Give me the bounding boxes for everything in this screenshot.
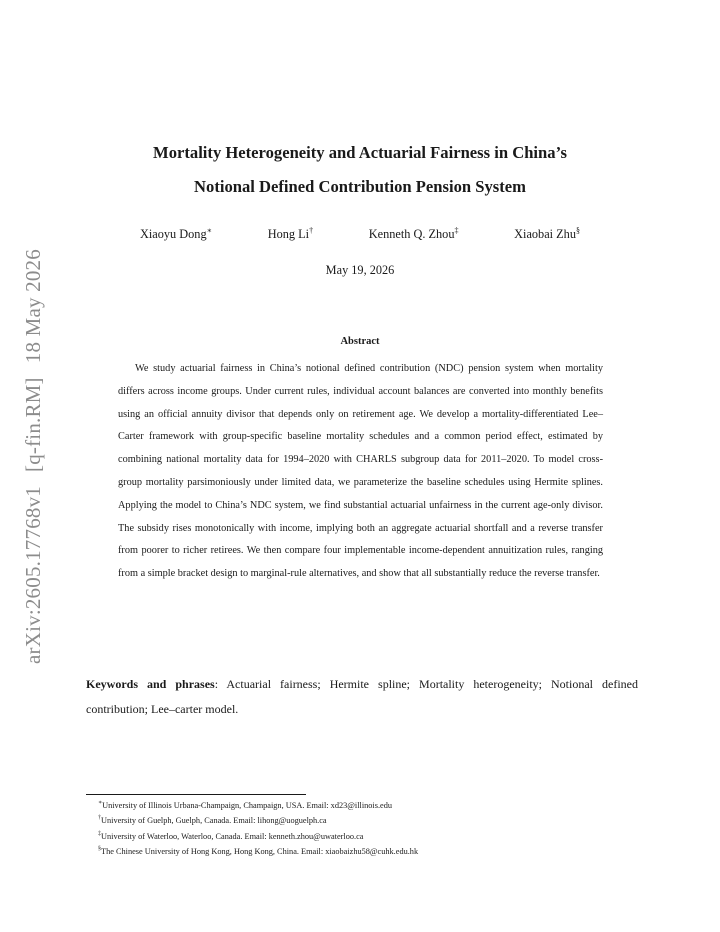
author-list bbox=[140, 226, 580, 242]
arxiv-id: arXiv:2605.17768v1 bbox=[21, 486, 45, 664]
keywords-text: : Actuarial fairness; Hermite spline; Mortality heterogeneity; Notional defined contribution; Lee–carter model. bbox=[86, 677, 638, 716]
footnote: §The Chinese University of Hong Kong, Hong Kong, China. Email: xiaobaizhu58@cuhk.edu.hk bbox=[98, 846, 419, 857]
author: Xiaobai Zhu§ bbox=[514, 226, 580, 242]
keywords bbox=[86, 672, 638, 722]
author: Xiaoyu Dong∗ bbox=[140, 226, 213, 242]
footnote: †University of Guelph, Guelph, Canada. Email: lihong@uoguelph.ca bbox=[98, 815, 327, 826]
footnote: ∗University of Illinois Urbana-Champaign, Champaign, USA. Email: xd23@illinois.edu bbox=[98, 800, 393, 810]
paper-title-line-2: Notional Defined Contribution Pension System bbox=[194, 177, 526, 196]
arxiv-category: [q-fin.RM] bbox=[21, 377, 45, 472]
paper-date: May 19, 2026 bbox=[325, 263, 395, 277]
abstract-heading: Abstract bbox=[340, 336, 380, 347]
author: Hong Li† bbox=[267, 226, 314, 242]
footnotes bbox=[98, 797, 418, 859]
footnote: ‡University of Waterloo, Waterloo, Canada. Email: kenneth.zhou@uwaterloo.ca bbox=[98, 830, 364, 841]
keywords-label: Keywords and phrases bbox=[86, 677, 215, 691]
author: Kenneth Q. Zhou‡ bbox=[368, 226, 459, 242]
abstract-text: We study actuarial fairness in China’s notional defined contribution (NDC) pension system when mortality differs across income groups. Under current rules, individual account balances are converted into monthly benefits using an official annuity divisor that depends only on retirement age. We develop a mortality-differentiated Lee–Carter framework with group-specific baseline mortality schedules and a common period effect, estimated by combining national mortality data for 1994–2020 with CHARLS subgroup data for 2011–2020. To model cross-group mortality parsimoniously under limited data, we parameterize the baseline schedules using Hermite splines. Applying the model to China’s NDC system, we find substantial actuarial unfairness in the current age-only divisor. The subsidy rises monotonically with income, implying both an aggregate actuarial shortfall and a reverse transfer from poorer to richer retirees. We then compare four implementable income-dependent annuitization rules, ranging from a simple bracket design to marginal-rule alternatives, and show that all substantially reduce the reverse transfer. bbox=[118, 363, 603, 580]
paper-title-line-1: Mortality Heterogeneity and Actuarial Fairness in China’s bbox=[153, 143, 567, 162]
arxiv-date: 18 May 2026 bbox=[21, 249, 45, 364]
footnote-rule bbox=[86, 794, 306, 795]
arxiv-stamp bbox=[8, 234, 58, 664]
